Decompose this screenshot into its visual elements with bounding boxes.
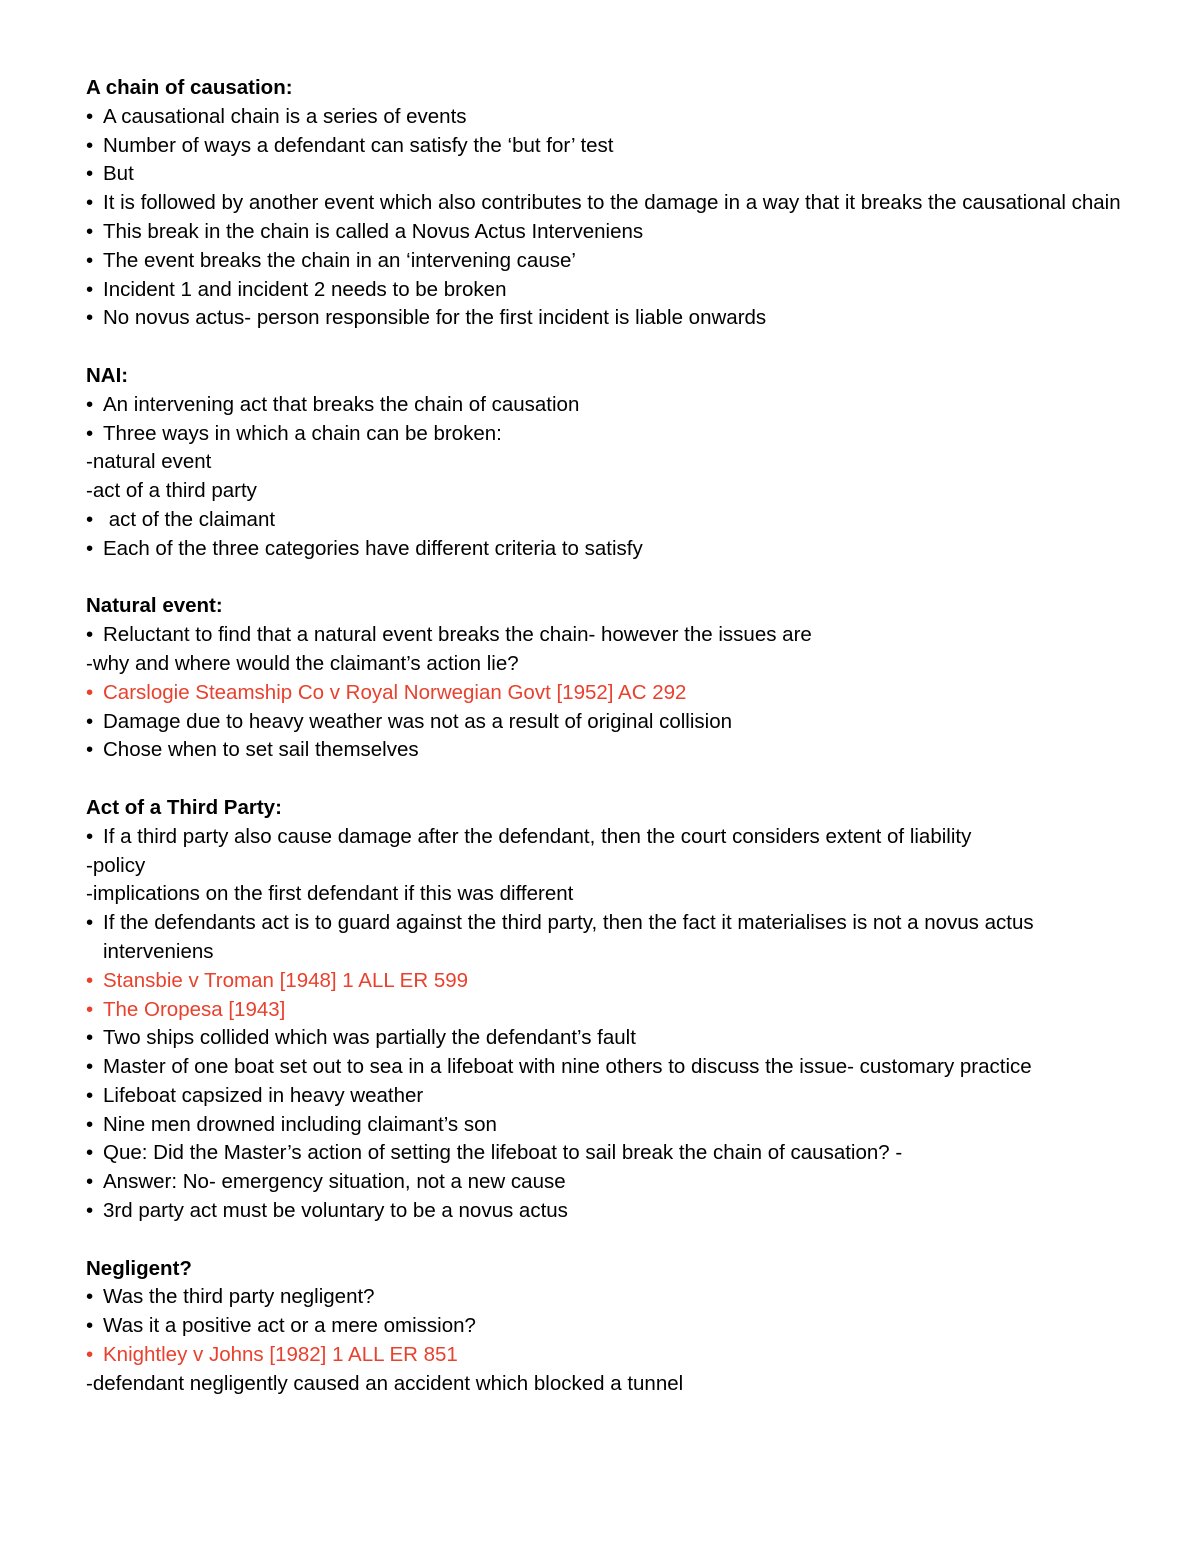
bullet-item [86, 1197, 1136, 1226]
bullet-marker: • [86, 1055, 94, 1079]
section-heading: Act of a Third Party: [86, 795, 282, 819]
bullet-item [86, 103, 1136, 132]
bullet-marker: • [86, 191, 94, 215]
bullet-marker: • [86, 911, 94, 935]
bullet-text: No novus actus- person responsible for the first incident is liable onwards [103, 306, 767, 330]
bullet-item [86, 304, 1136, 333]
section-heading: Natural event: [86, 594, 223, 618]
text-line: -why and where would the claimant’s action lie? [86, 651, 519, 675]
bullet-text: Damage due to heavy weather was not as a result of original collision [103, 709, 733, 733]
text-line: -policy [86, 853, 146, 877]
bullet-marker: • [86, 738, 94, 762]
bullet-text: Reluctant to find that a natural event breaks the chain- however the issues are [103, 623, 812, 647]
bullet-text: 3rd party act must be voluntary to be a novus actus [103, 1199, 568, 1223]
bullet-item [86, 1139, 1136, 1168]
bullet-text: Number of ways a defendant can satisfy the ‘but for’ test [103, 133, 614, 157]
bullet-text: Was the third party negligent? [103, 1285, 375, 1309]
bullet-text: Two ships collided which was partially the defendant’s fault [103, 1026, 636, 1050]
case-citation [86, 967, 1136, 996]
bullet-item [86, 506, 1136, 535]
bullet-item [86, 1111, 1136, 1140]
bullet-item [86, 1082, 1136, 1111]
bullet-item [86, 160, 1136, 189]
bullet-marker: • [86, 709, 94, 733]
bullet-item [86, 708, 1136, 737]
case-citation [86, 679, 1136, 708]
bullet-text: Nine men drowned including claimant’s son [103, 1112, 497, 1136]
bullet-item [86, 1168, 1136, 1197]
bullet-item [86, 736, 1136, 765]
bullet-text: Carslogie Steamship Co v Royal Norwegian Govt [1952] AC 292 [103, 680, 687, 704]
bullet-text: An intervening act that breaks the chain of causation [103, 392, 580, 416]
bullet-marker: • [86, 1026, 94, 1050]
section-heading: A chain of causation: [86, 76, 293, 99]
bullet-text: Stansbie v Troman [1948] 1 ALL ER 599 [103, 968, 469, 992]
bullet-item [86, 1312, 1136, 1341]
bullet-text: The Oropesa [1943] [103, 997, 286, 1021]
bullet-marker: • [86, 248, 94, 272]
bullet-item [86, 189, 1136, 218]
bullet-text: But [103, 162, 134, 186]
bullet-marker: • [86, 219, 94, 243]
bullet-text: Lifeboat capsized in heavy weather [103, 1083, 424, 1107]
text-line: -natural event [86, 450, 212, 474]
text-line: -act of a third party [86, 479, 257, 503]
section [86, 794, 1136, 1226]
bullet-marker: • [86, 680, 94, 704]
bullet-text: This break in the chain is called a Novus Actus Interveniens [103, 219, 644, 243]
bullet-marker: • [86, 1112, 94, 1136]
bullet-marker: • [86, 1141, 94, 1165]
bullet-item [86, 391, 1136, 420]
bullet-text: Three ways in which a chain can be broken: [103, 421, 502, 445]
bullet-item [86, 1053, 1136, 1082]
case-citation [86, 996, 1136, 1025]
text-line: -defendant negligently caused an accident which blocked a tunnel [86, 1371, 684, 1395]
bullet-text: Master of one boat set out to sea in a lifeboat with nine others to discuss the issue- customary practice [103, 1055, 1032, 1079]
section [86, 74, 1136, 333]
section [86, 362, 1136, 564]
bullet-text: Answer: No- emergency situation, not a new cause [103, 1170, 566, 1194]
bullet-marker: • [86, 306, 94, 330]
case-citation [86, 1341, 1136, 1370]
bullet-marker: • [86, 1170, 94, 1194]
bullet-text: The event breaks the chain in an ‘intervening cause’ [103, 248, 576, 272]
section [86, 592, 1136, 765]
bullet-item [86, 276, 1136, 305]
bullet-marker: • [86, 162, 94, 186]
bullet-marker: • [86, 104, 94, 128]
bullet-text: A causational chain is a series of events [103, 104, 467, 128]
bullet-item [86, 1024, 1136, 1053]
bullet-item [86, 420, 1136, 449]
bullet-marker: • [86, 1083, 94, 1107]
bullet-marker: • [86, 1285, 94, 1309]
bullet-marker: • [86, 536, 94, 560]
bullet-item [86, 1283, 1136, 1312]
bullet-text: If the defendants act is to guard against the third party, then the fact it materialises is not a novus actus interveniens [103, 911, 1034, 963]
bullet-item [86, 909, 1136, 967]
bullet-text: act of the claimant [103, 507, 276, 531]
bullet-marker: • [86, 133, 94, 157]
bullet-text: Each of the three categories have different criteria to satisfy [103, 536, 643, 560]
bullet-text: Que: Did the Master’s action of setting the lifeboat to sail break the chain of causation? - [103, 1141, 903, 1165]
bullet-marker: • [86, 1314, 94, 1338]
bullet-item [86, 535, 1136, 564]
bullet-marker: • [86, 824, 94, 848]
section-heading: NAI: [86, 363, 129, 387]
bullet-marker: • [86, 1199, 94, 1223]
bullet-text: Chose when to set sail themselves [103, 738, 419, 762]
section [86, 1255, 1136, 1399]
document-page [86, 74, 1136, 1427]
bullet-marker: • [86, 623, 94, 647]
bullet-item [86, 247, 1136, 276]
bullet-text: It is followed by another event which also contributes to the damage in a way that it breaks the causational chain [103, 191, 1121, 215]
bullet-item [86, 621, 1136, 650]
bullet-marker: • [86, 421, 94, 445]
bullet-text: Was it a positive act or a mere omission? [103, 1314, 476, 1338]
section-heading: Negligent? [86, 1256, 192, 1280]
bullet-marker: • [86, 277, 94, 301]
bullet-marker: • [86, 392, 94, 416]
bullet-marker: • [86, 997, 94, 1021]
bullet-item [86, 132, 1136, 161]
bullet-marker: • [86, 507, 94, 531]
text-line: -implications on the first defendant if this was different [86, 882, 574, 906]
bullet-text: Incident 1 and incident 2 needs to be broken [103, 277, 507, 301]
bullet-item [86, 218, 1136, 247]
bullet-text: If a third party also cause damage after the defendant, then the court considers extent of liability [103, 824, 972, 848]
bullet-item [86, 823, 1136, 852]
bullet-text: Knightley v Johns [1982] 1 ALL ER 851 [103, 1343, 458, 1367]
bullet-marker: • [86, 1343, 94, 1367]
bullet-marker: • [86, 968, 94, 992]
